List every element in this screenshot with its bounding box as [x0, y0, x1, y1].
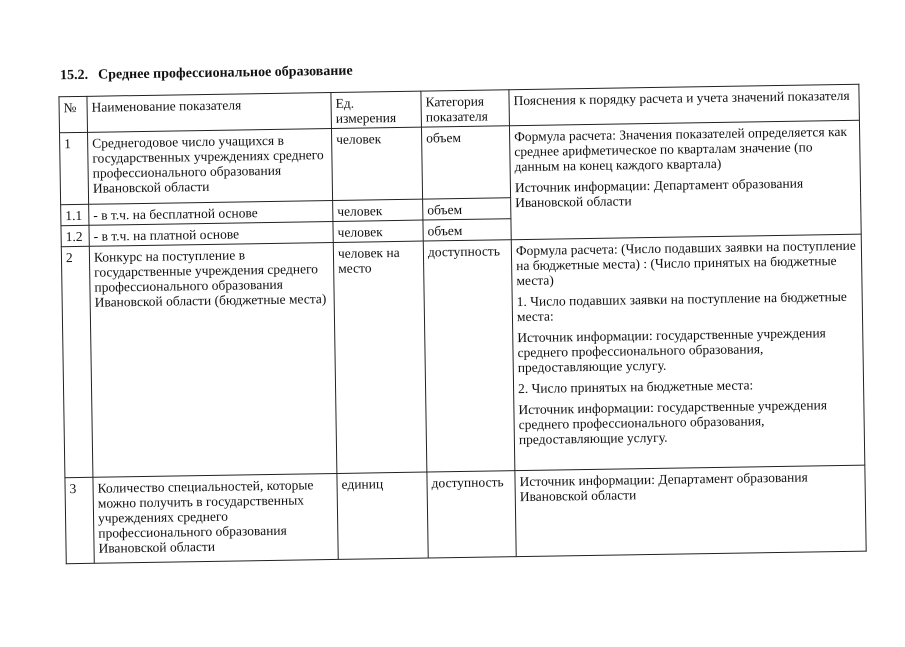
header-unit: Ед. измерения	[331, 91, 422, 128]
row-unit: человек	[333, 199, 423, 221]
row-name: Конкурс на поступление в государственные учреждения среднего профессионального образования Ивановской области (бюджетные места)	[89, 242, 337, 477]
row-num: 1.1	[61, 204, 89, 225]
row-unit: человек	[331, 127, 422, 200]
explanation-formula: Формула расчета: (Число подавших заявки на поступление на бюджетные места) : (Число принятых на бюджетные места)	[515, 237, 856, 289]
row-name: Среднегодовое число учащихся в государственных учреждениях среднего профессионального образования Ивановской области	[88, 128, 333, 204]
row-unit: единиц	[337, 472, 428, 559]
row-category: объем	[421, 126, 510, 199]
section-title: Среднее профессиональное образование	[97, 63, 353, 83]
header-num: №	[59, 96, 88, 132]
header-explanation: Пояснения к порядку расчета и учета значений показателя	[509, 84, 860, 125]
table-row	[61, 234, 865, 478]
explanation-formula: Формула расчета: Значения показателей определяется как среднее арифметическое по кварталам значение (по данным на конец каждого квартала)	[514, 123, 848, 175]
section-heading	[60, 64, 353, 85]
row-unit: человек	[333, 220, 423, 242]
table-row	[60, 120, 861, 205]
row-num: 1	[60, 132, 89, 204]
row-category: доступность	[427, 471, 516, 558]
row-name: - в т.ч. на бесплатной основе	[89, 200, 333, 225]
row-num: 3	[65, 477, 94, 563]
explanation-source: Источник информации: Департамент образования Ивановской области	[514, 175, 804, 211]
row-unit: человек на место	[333, 241, 427, 473]
row-category: объем	[423, 219, 511, 241]
explanation-item: 1. Число подавших заявки на поступление на бюджетные места:	[516, 288, 847, 325]
explanation-source: Источник информации: Департамент образования Ивановской области	[519, 469, 808, 505]
explanation-source: Источник информации: государственные учреждения среднего профессионального образования, предоставляющие услугу.	[518, 397, 828, 448]
row-category: объем	[423, 198, 511, 220]
explanation-item: 2. Число принятых на бюджетные места:	[517, 377, 754, 397]
row-num: 2	[61, 246, 93, 477]
table-row	[65, 465, 866, 564]
header-category: Категория показателя	[421, 90, 510, 127]
row-explanation	[515, 465, 866, 556]
row-explanation	[511, 234, 865, 470]
row-num: 1.2	[61, 225, 89, 246]
row-name: - в т.ч. на платной основе	[89, 221, 333, 246]
row-explanation	[509, 120, 861, 239]
row-name: Количество специальностей, которые можно получить в государственных учреждениях среднего профессионального образования Ивановской области	[93, 473, 338, 563]
section-number: 15.2.	[59, 67, 89, 84]
indicators-table	[58, 84, 866, 565]
header-name: Наименование показателя	[87, 92, 332, 132]
explanation-source: Источник информации: государственные учреждения среднего профессионального образования, предоставляющие услугу.	[517, 325, 826, 376]
row-category: доступность	[423, 240, 515, 472]
